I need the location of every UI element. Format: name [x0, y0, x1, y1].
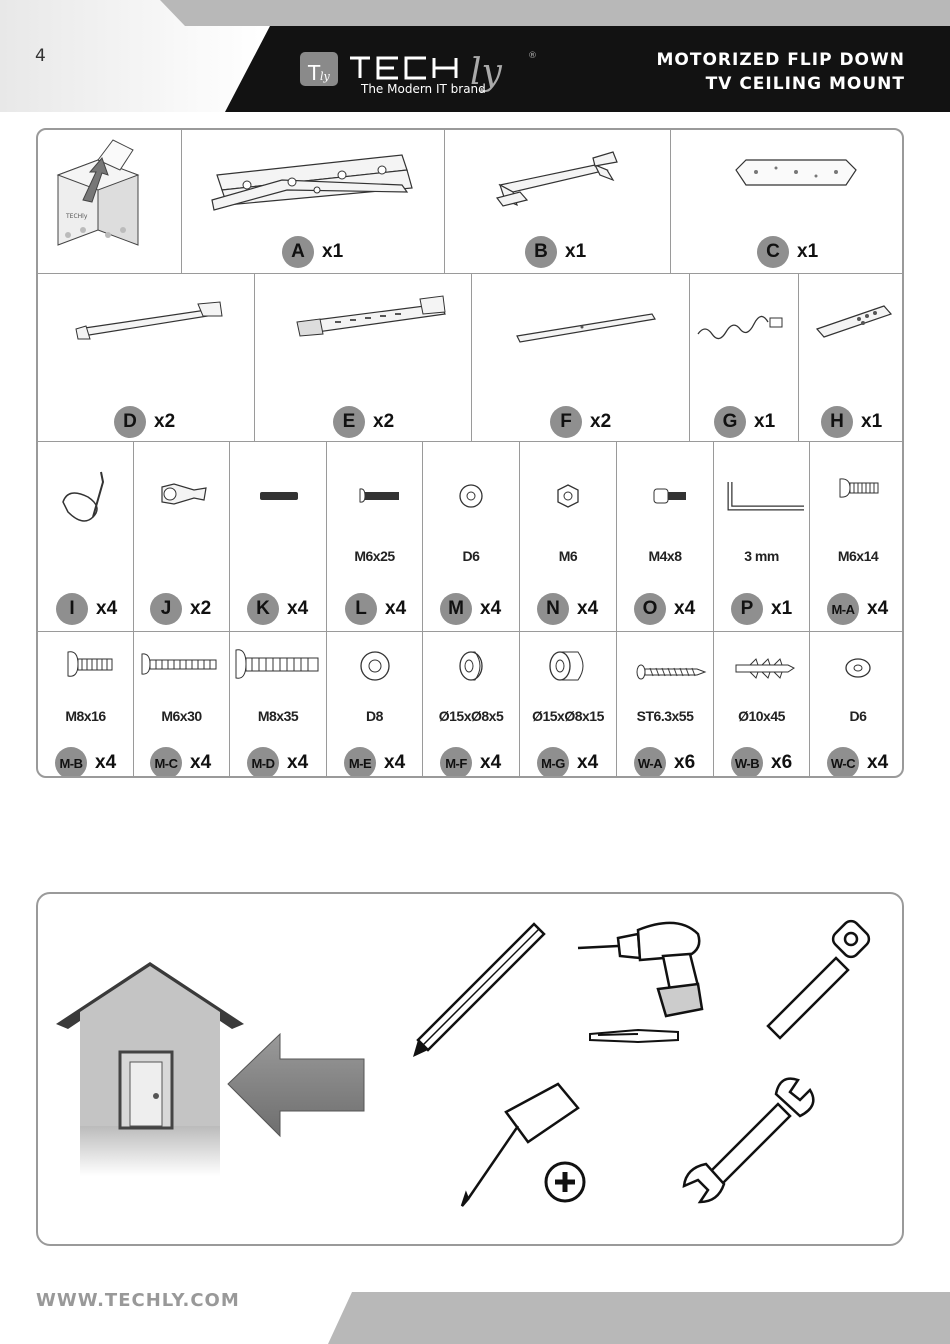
threaded-rod-icon — [230, 442, 327, 562]
title-line-2: TV CEILING MOUNT — [705, 74, 905, 94]
part-badge: A — [282, 236, 314, 268]
power-cable-icon — [690, 274, 799, 394]
part-G-cell — [690, 274, 799, 442]
part-spec: D6 — [849, 708, 867, 724]
phillips-screwdriver-icon — [462, 1084, 584, 1206]
part-qty: x4 — [577, 598, 599, 619]
part-K-cell — [230, 442, 327, 632]
drill-icon — [578, 923, 702, 1016]
part-badge: P — [731, 593, 763, 625]
part-M-G-cell — [520, 632, 617, 778]
part-badge: O — [634, 593, 666, 625]
part-spec: M8x16 — [65, 708, 106, 724]
part-qty: x4 — [95, 752, 117, 773]
part-spec: M4x8 — [648, 548, 682, 564]
part-qty: x4 — [577, 752, 599, 773]
document-title — [657, 48, 906, 96]
part-M-C-cell — [134, 632, 230, 778]
screw-icon — [230, 632, 327, 712]
long-spacer-icon — [520, 632, 617, 712]
page-number: 4 — [35, 46, 46, 66]
open-end-wrench-icon — [684, 1079, 813, 1202]
box-cell — [38, 130, 182, 274]
svg-text:ly: ly — [470, 52, 502, 93]
cable-tie-icon — [38, 442, 134, 562]
screw-icon — [38, 632, 134, 712]
socket-wrench-icon — [768, 918, 872, 1038]
ceiling-plate-icon — [671, 130, 904, 240]
remote-control-icon — [799, 274, 904, 394]
part-qty: x2 — [190, 598, 212, 619]
part-O-cell — [617, 442, 714, 632]
drill-bit-icon — [590, 1030, 678, 1042]
part-qty: x2 — [154, 411, 176, 432]
bolt-icon — [327, 442, 423, 562]
svg-text:T: T — [308, 61, 321, 85]
part-qty: x1 — [322, 241, 344, 262]
part-H-cell — [799, 274, 904, 442]
svg-text:®: ® — [528, 51, 537, 61]
bracket-plate-icon — [445, 130, 671, 240]
part-badge: G — [714, 406, 746, 438]
part-badge: M-G — [537, 747, 569, 778]
part-qty: x4 — [674, 598, 696, 619]
straight-bar-icon — [472, 274, 690, 394]
part-badge: N — [537, 593, 569, 625]
part-badge: D — [114, 406, 146, 438]
spacer-icon — [423, 632, 520, 712]
part-A-cell — [182, 130, 445, 274]
part-N-cell — [520, 442, 617, 632]
part-badge: M-C — [150, 747, 182, 778]
part-qty: x2 — [373, 411, 395, 432]
lift-mechanism-icon — [182, 130, 445, 240]
part-badge: M-F — [440, 747, 472, 778]
part-qty: x1 — [861, 411, 883, 432]
part-spec: M6 — [558, 548, 578, 564]
part-badge: W-A — [634, 747, 666, 778]
footer-url[interactable]: WWW.TECHLY.COM — [36, 1290, 240, 1311]
house-icon — [56, 962, 244, 1176]
part-J-cell — [134, 442, 230, 632]
part-badge: C — [757, 236, 789, 268]
allen-key-icon — [714, 442, 810, 562]
part-qty: x6 — [674, 752, 696, 773]
part-B-cell — [445, 130, 671, 274]
part-badge: W-C — [827, 747, 859, 778]
part-M-B-cell — [38, 632, 134, 778]
part-spec: M6x14 — [837, 548, 879, 564]
socket-screw-icon — [617, 442, 714, 562]
washer-icon — [810, 632, 904, 712]
part-W-B-cell — [714, 632, 810, 778]
part-spec: M6x25 — [354, 548, 395, 564]
part-badge: M-A — [827, 593, 859, 625]
part-badge: M-B — [55, 747, 87, 778]
part-badge: I — [56, 593, 88, 625]
parts-grid — [36, 128, 904, 778]
pencil-icon — [413, 924, 544, 1057]
part-M-F-cell — [423, 632, 520, 778]
slotted-rail-icon — [255, 274, 472, 394]
part-qty: x6 — [771, 752, 793, 773]
screw-icon — [810, 442, 904, 562]
part-L-cell — [327, 442, 423, 632]
part-badge: M-E — [344, 747, 376, 778]
package-box-icon — [38, 130, 182, 274]
part-qty: x4 — [190, 752, 212, 773]
wall-anchor-icon — [714, 632, 810, 712]
part-spec: D6 — [462, 548, 480, 564]
svg-text:TECHly: TECHly — [66, 213, 88, 220]
part-F-cell — [472, 274, 690, 442]
part-qty: x2 — [590, 411, 612, 432]
part-M-A-cell — [810, 442, 904, 632]
part-W-C-cell — [810, 632, 904, 778]
part-badge: E — [333, 406, 365, 438]
part-qty: x1 — [754, 411, 776, 432]
part-badge: L — [345, 593, 377, 625]
part-qty: x4 — [480, 598, 502, 619]
part-spec: ST6.3x55 — [636, 708, 694, 724]
tools-illustration — [38, 894, 902, 1244]
part-qty: x4 — [384, 752, 406, 773]
svg-text:ly: ly — [320, 70, 330, 83]
part-M-E-cell — [327, 632, 423, 778]
part-qty: x4 — [867, 752, 889, 773]
part-qty: x4 — [867, 598, 889, 619]
part-D-cell — [38, 274, 255, 442]
part-badge: J — [150, 593, 182, 625]
knob-connector-icon — [134, 442, 230, 562]
part-qty: x4 — [385, 598, 407, 619]
part-qty: x4 — [287, 598, 309, 619]
title-line-1: MOTORIZED FLIP DOWN — [656, 50, 905, 70]
part-badge: M — [440, 593, 472, 625]
part-badge: W-B — [731, 747, 763, 778]
part-badge: F — [550, 406, 582, 438]
part-badge: K — [247, 593, 279, 625]
part-qty: x4 — [96, 598, 118, 619]
part-spec: D8 — [366, 708, 383, 724]
part-spec: Ø15xØ8x15 — [532, 708, 604, 724]
part-E-cell — [255, 274, 472, 442]
part-qty: x4 — [480, 752, 502, 773]
tools-panel — [36, 892, 904, 1246]
brand-tagline: The Modern IT brand — [361, 82, 486, 96]
part-M-D-cell — [230, 632, 327, 778]
part-M-cell — [423, 442, 520, 632]
washer-icon — [327, 632, 423, 712]
part-C-cell — [671, 130, 904, 274]
part-qty: x4 — [287, 752, 309, 773]
rail-arm-icon — [38, 274, 255, 394]
part-I-cell — [38, 442, 134, 632]
arrow-left-icon — [228, 1034, 364, 1136]
part-W-A-cell — [617, 632, 714, 778]
part-qty: x1 — [565, 241, 587, 262]
wood-screw-icon — [617, 632, 714, 712]
part-spec: 3 mm — [744, 548, 779, 564]
hex-nut-icon — [520, 442, 617, 562]
part-badge: B — [525, 236, 557, 268]
part-spec: Ø15xØ8x5 — [438, 708, 504, 724]
part-spec: M8x35 — [257, 708, 299, 724]
part-badge: H — [821, 406, 853, 438]
part-badge: M-D — [247, 747, 279, 778]
part-P-cell — [714, 442, 810, 632]
screw-icon — [134, 632, 230, 712]
part-qty: x1 — [797, 241, 819, 262]
washer-icon — [423, 442, 520, 562]
part-spec: Ø10x45 — [738, 708, 785, 724]
part-qty: x1 — [771, 598, 793, 619]
part-spec: M6x30 — [161, 708, 202, 724]
